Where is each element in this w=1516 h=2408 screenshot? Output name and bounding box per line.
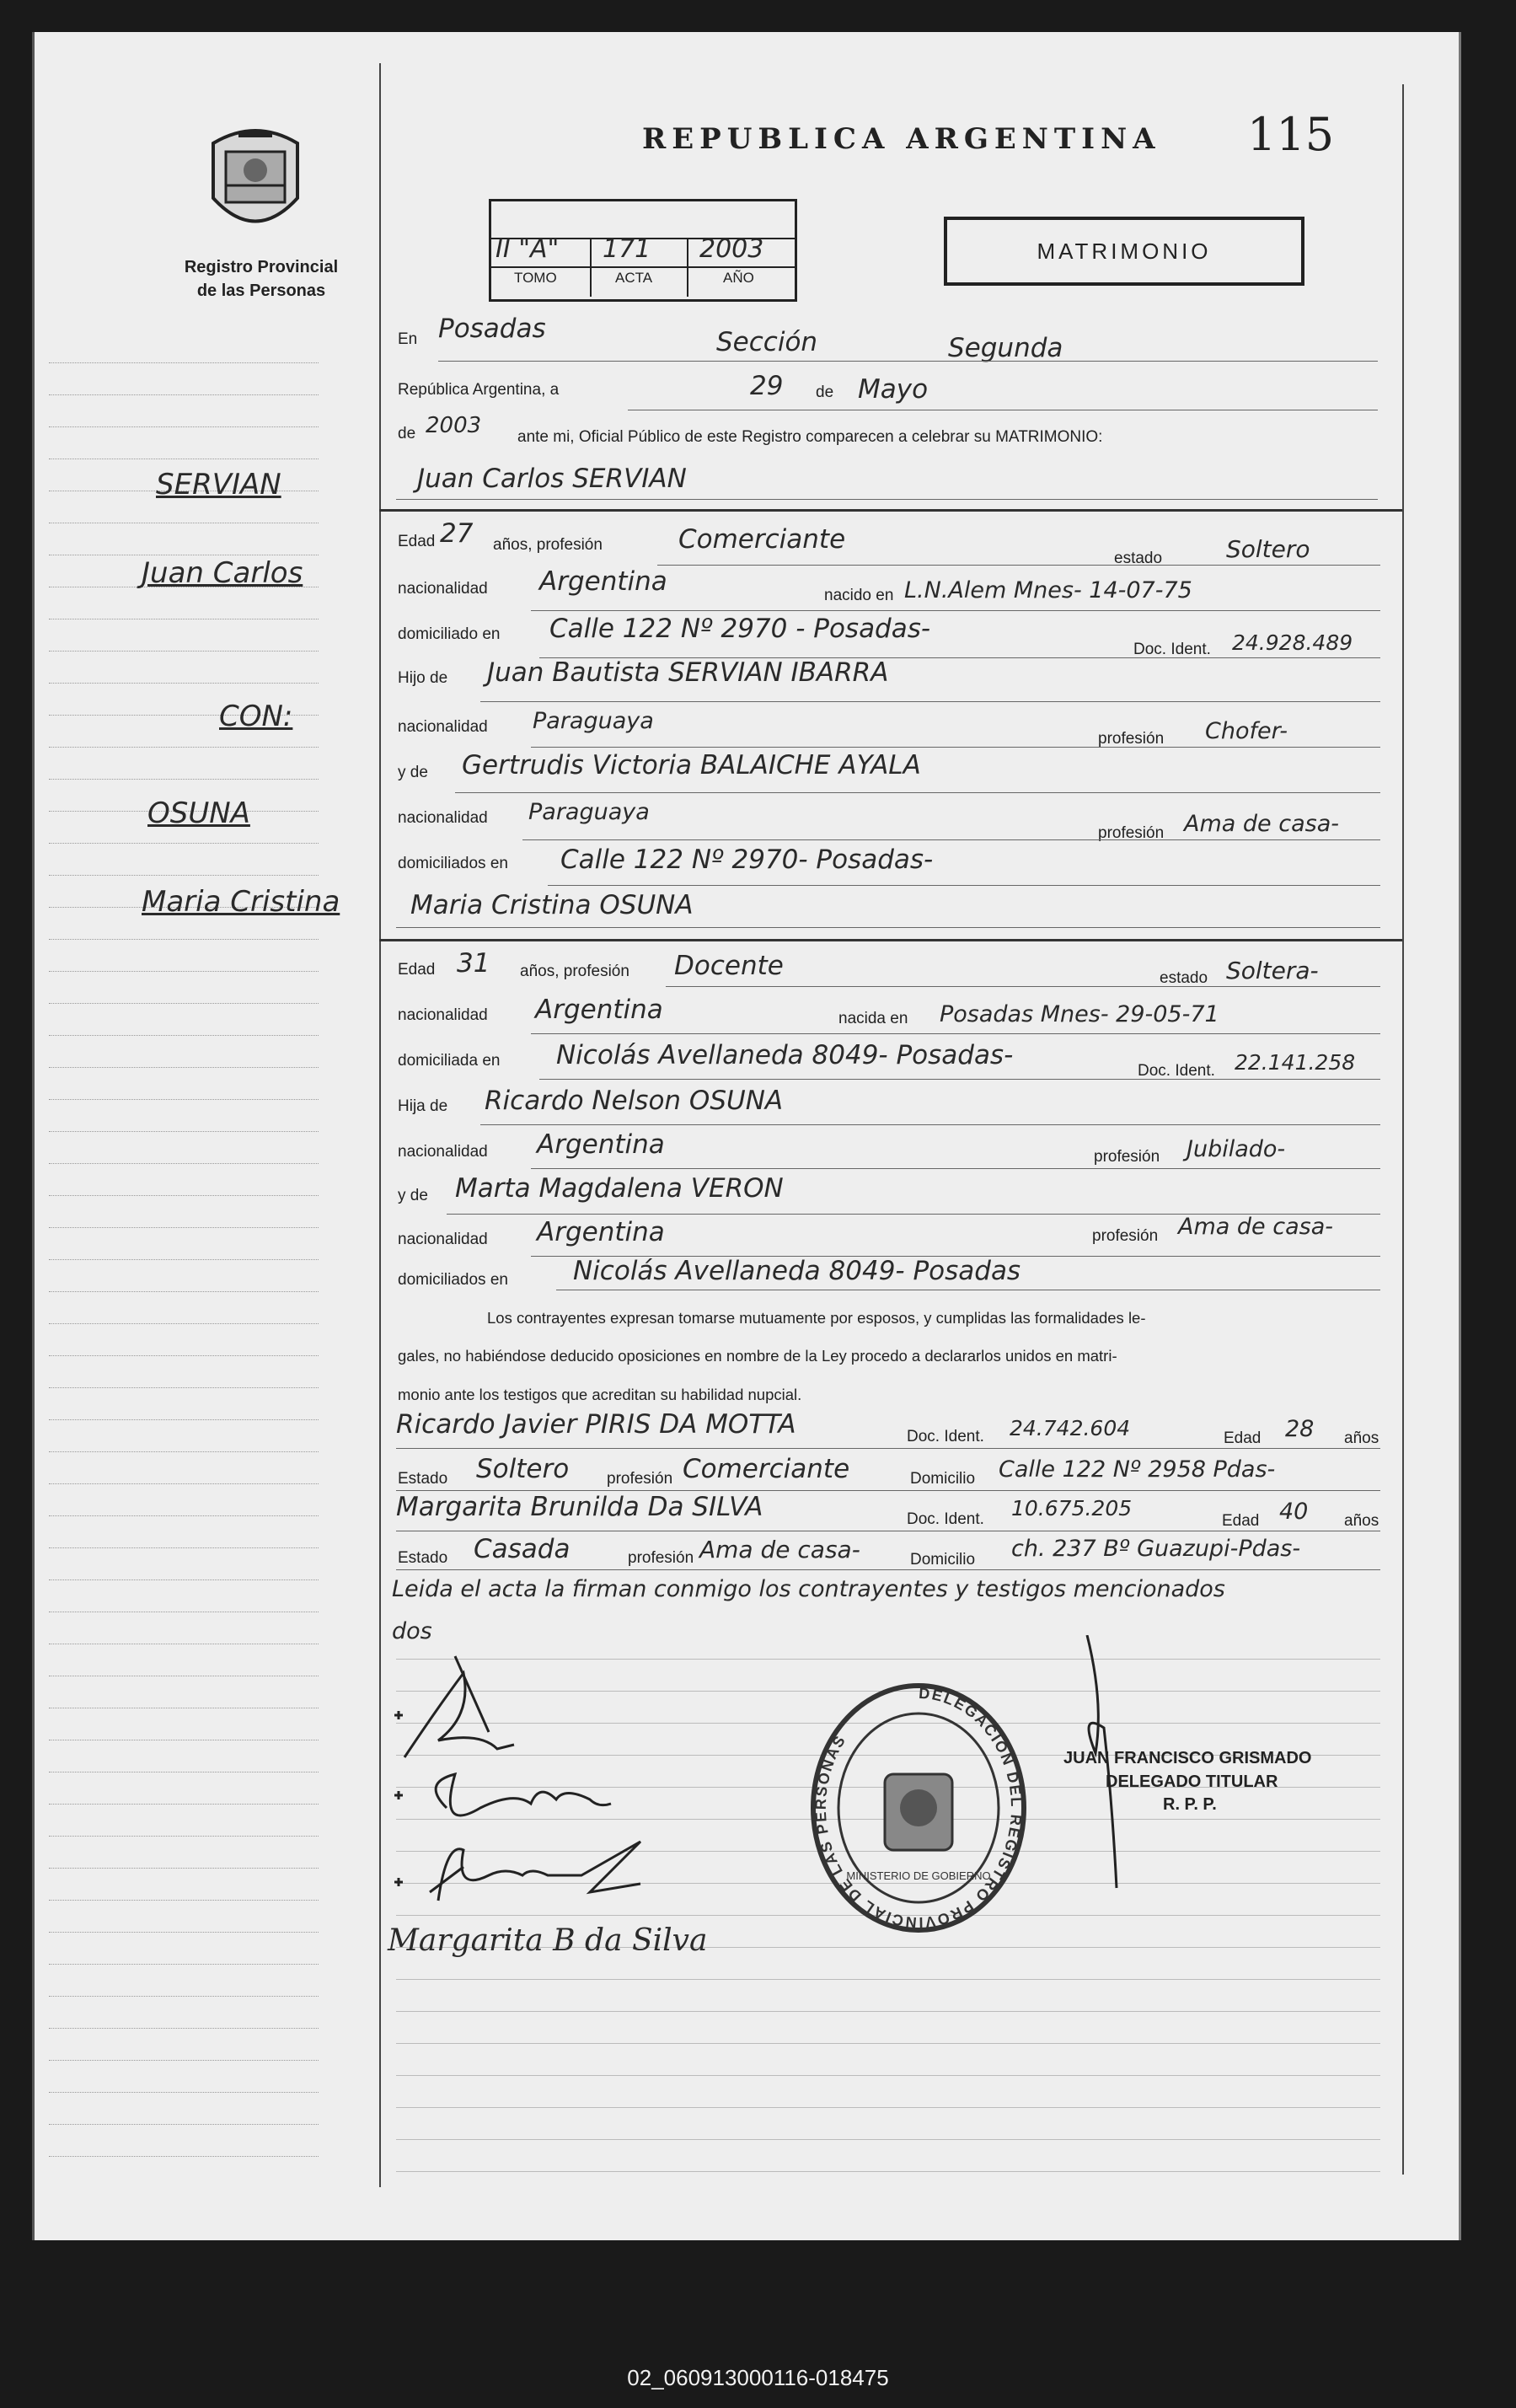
witness1-profession: Comerciante (683, 1454, 850, 1484)
body-rule (396, 2075, 1380, 2076)
ano-value: 2003 (699, 234, 764, 264)
margin-groom-surname: SERVIAN (156, 468, 281, 501)
ante-text: ante mi, Oficial Público de este Registro comparecen a celebrar su MATRIMONIO: (517, 428, 1103, 446)
bride-nationality: Argentina (535, 995, 663, 1025)
registry-name-1: Registro Provincial (184, 258, 339, 276)
bride-parents-address-label: domiciliados en (398, 1271, 508, 1289)
margin-rule (49, 1259, 319, 1260)
margin-rule (49, 1483, 319, 1484)
margin-rule (49, 1195, 319, 1196)
margin-rule (49, 1996, 319, 1997)
year-prefix: de (398, 425, 416, 442)
witness1-age-label: Edad (1224, 1429, 1262, 1447)
witness2-years-label: años (1344, 1512, 1379, 1530)
republic-label: República Argentina, a (398, 381, 560, 399)
closing-line-3: monio ante los testigos que acreditan su habilidad nupcial. (398, 1386, 802, 1403)
closing-line-2: gales, no habiéndose deducido oposiciones en nombre de la Ley procedo a declararlos unidos en matri- (398, 1347, 1117, 1365)
margin-rule (49, 875, 319, 876)
margin-rule (49, 1067, 319, 1068)
witness2-status-label: Estado (398, 1549, 448, 1567)
ano-label: AÑO (723, 270, 754, 286)
svg-text:DELEGACION DEL REGISTRO PROVIN: DELEGACION DEL REGISTRO PROVINCIAL DE LAS PERSONAS (812, 1684, 1026, 1932)
groom-son-of-label: Hijo de (398, 669, 448, 687)
tomo-value: II "A" (496, 234, 560, 264)
bride-address: Nicolás Avellaneda 8049- Posadas- (556, 1040, 1014, 1070)
groom-address: Calle 122 Nº 2970 - Posadas- (549, 614, 931, 644)
margin-rule (49, 683, 319, 684)
groom-mother-nationality: Paraguaya (528, 799, 650, 825)
margin-rule (49, 2156, 319, 2157)
margin-rule (49, 651, 319, 652)
witness1-age: 28 (1285, 1416, 1315, 1442)
margin-rule (49, 1131, 319, 1132)
page-number: 115 (1247, 108, 1335, 161)
svg-text:MINISTERIO DE GOBIERNO: MINISTERIO DE GOBIERNO (846, 1869, 991, 1882)
margin-rule (49, 2028, 319, 2029)
margin-rule (49, 394, 319, 395)
groom-doc: 24.928.489 (1232, 630, 1353, 655)
witness2-address-label: Domicilio (910, 1551, 976, 1569)
bride-age: 31 (457, 948, 490, 979)
month-value: Mayo (858, 374, 929, 405)
groom-status: Soltero (1226, 535, 1310, 563)
groom-mother-prof-label: profesión (1098, 824, 1165, 842)
groom-father-prof-label: profesión (1098, 730, 1165, 748)
body-rule (396, 2107, 1380, 2108)
official-name: JUAN FRANCISCO GRISMADO (1063, 1749, 1312, 1767)
bride-father: Ricardo Nelson OSUNA (485, 1086, 784, 1116)
year-value: 2003 (426, 413, 482, 438)
margin-rule (49, 1163, 319, 1164)
witness2-name: Margarita Brunilda Da SILVA (396, 1492, 763, 1522)
groom-profession: Comerciante (678, 524, 846, 555)
closing-line-1: Los contrayentes expresan tomarse mutuamente por esposos, y cumplidas las formalidades le- (487, 1309, 1146, 1327)
section-value: Segunda (948, 333, 1063, 363)
margin-con: CON: (219, 700, 293, 733)
bride-parents-address: Nicolás Avellaneda 8049- Posadas (573, 1256, 1021, 1286)
groom-name: Juan Carlos SERVIAN (417, 464, 687, 494)
official-title: DELEGADO TITULAR (1106, 1772, 1278, 1791)
margin-rule (49, 1419, 319, 1420)
acta-label: ACTA (615, 270, 653, 286)
en-label: En (398, 330, 418, 348)
groom-prof-label: años, profesión (493, 536, 603, 554)
groom-father-nat-label: nacionalidad (398, 718, 488, 736)
bride-status-label: estado (1160, 969, 1208, 987)
bride-mother-nationality: Argentina (537, 1217, 665, 1247)
witness2-prof-label: profesión (628, 1549, 694, 1567)
groom-born: L.N.Alem Mnes- 14-07-75 (904, 577, 1192, 603)
body-rule (396, 2139, 1380, 2140)
witness1-doc-label: Doc. Ident. (907, 1428, 984, 1445)
bride-father-prof-label: profesión (1094, 1148, 1160, 1166)
groom-mother-profession: Ama de casa- (1184, 811, 1339, 837)
margin-rule (49, 1003, 319, 1004)
witness2-age-label: Edad (1222, 1512, 1260, 1530)
margin-rule (49, 1515, 319, 1516)
margin-rule (49, 1035, 319, 1036)
bride-daughter-of-label: Hija de (398, 1097, 448, 1115)
groom-born-label: nacido en (824, 587, 894, 604)
bride-nat-label: nacionalidad (398, 1006, 488, 1024)
bride-mother-prof-label: profesión (1092, 1227, 1159, 1245)
groom-age-label: Edad (398, 533, 436, 550)
margin-rule (49, 1291, 319, 1292)
margin-rule (49, 1451, 319, 1452)
groom-father: Juan Bautista SERVIAN IBARRA (487, 657, 889, 688)
margin-rule (49, 971, 319, 972)
province-seal-icon (201, 118, 310, 244)
witness2-age: 40 (1279, 1499, 1309, 1525)
witness1-years-label: años (1344, 1429, 1379, 1447)
margin-divider (379, 63, 381, 2187)
groom-address-label: domiciliado en (398, 625, 501, 643)
witness1-name: Ricardo Javier PIRIS DA MOTTA (396, 1409, 796, 1440)
bride-mother-nat-label: nacionalidad (398, 1231, 488, 1248)
bride-doc: 22.141.258 (1235, 1050, 1356, 1075)
bride-born: Posadas Mnes- 29-05-71 (940, 1001, 1219, 1027)
bride-address-label: domiciliada en (398, 1052, 501, 1070)
reading-line-2: dos (392, 1618, 432, 1644)
groom-and-of-label: y de (398, 764, 428, 781)
margin-rule (49, 1387, 319, 1388)
official-signature (1070, 1635, 1146, 1905)
bride-name: Maria Cristina OSUNA (410, 890, 694, 920)
witness2-doc-label: Doc. Ident. (907, 1510, 984, 1528)
official-stamp-icon (801, 1673, 1037, 1943)
witness1-status-label: Estado (398, 1470, 448, 1488)
groom-doc-label: Doc. Ident. (1133, 641, 1211, 658)
body-rule (396, 2171, 1380, 2172)
body-rule (396, 2011, 1380, 2012)
bride-age-label: Edad (398, 961, 436, 979)
groom-nationality: Argentina (539, 566, 667, 597)
bride-prof-label: años, profesión (520, 963, 629, 980)
witness2-doc: 10.675.205 (1011, 1496, 1133, 1520)
bride-father-nat-label: nacionalidad (398, 1143, 488, 1161)
margin-rule (49, 779, 319, 780)
witness1-address-label: Domicilio (910, 1470, 976, 1488)
margin-rule (49, 1547, 319, 1548)
margin-rule (49, 939, 319, 940)
act-type-box: MATRIMONIO (944, 217, 1304, 286)
witness-signature: Margarita B da Silva (388, 1923, 708, 1958)
margin-bride-surname: OSUNA (147, 796, 250, 830)
section-word: Sección (716, 327, 818, 357)
official-org: R. P. P. (1163, 1795, 1217, 1814)
witness2-status: Casada (474, 1534, 571, 1564)
city-value: Posadas (438, 314, 546, 344)
groom-father-nationality: Paraguaya (533, 708, 654, 734)
margin-rule (49, 1099, 319, 1100)
margin-rule (49, 747, 319, 748)
margin-rule (49, 1836, 319, 1837)
groom-mother-nat-label: nacionalidad (398, 809, 488, 827)
acta-value: 171 (603, 234, 651, 264)
groom-parents-address: Calle 122 Nº 2970- Posadas- (560, 845, 934, 875)
bride-father-profession: Jubilado- (1187, 1136, 1286, 1162)
bride-mother: Marta Magdalena VERON (455, 1173, 784, 1204)
bride-mother-profession: Ama de casa- (1178, 1214, 1333, 1240)
reading-line-1: Leida el acta la firman conmigo los contrayentes y testigos mencionados (392, 1576, 1225, 1602)
witness1-address: Calle 122 Nº 2958 Pdas- (999, 1456, 1276, 1483)
witness2-address: ch. 237 Bº Guazupi-Pdas- (1011, 1536, 1301, 1562)
margin-rule (49, 1227, 319, 1228)
de-label: de (816, 383, 834, 401)
witness1-doc: 24.742.604 (1010, 1416, 1131, 1440)
tomo-label: TOMO (514, 270, 557, 286)
witness1-prof-label: profesión (607, 1470, 673, 1488)
document-id: 02_060913000116-018475 (627, 2365, 889, 2390)
groom-status-label: estado (1114, 550, 1163, 567)
margin-rule (49, 2060, 319, 2061)
witness1-status: Soltero (476, 1454, 570, 1484)
groom-father-profession: Chofer- (1205, 718, 1288, 744)
margin-groom-given: Juan Carlos (142, 556, 303, 590)
margin-rule (49, 426, 319, 427)
right-border (1402, 84, 1404, 2175)
margin-rule (49, 362, 319, 363)
margin-rule (49, 2124, 319, 2125)
registry-name-2: de las Personas (196, 282, 326, 300)
body-rule (396, 2043, 1380, 2044)
groom-parents-address-label: domiciliados en (398, 855, 508, 872)
margin-rule (49, 1355, 319, 1356)
margin-rule (49, 1900, 319, 1901)
margin-rule (49, 1868, 319, 1869)
groom-mother: Gertrudis Victoria BALAICHE AYALA (462, 750, 921, 780)
margin-rule (49, 1579, 319, 1580)
margin-rule (49, 1964, 319, 1965)
groom-age: 27 (440, 518, 474, 549)
country-title: REPUBLICA ARGENTINA (642, 122, 1161, 156)
day-value: 29 (750, 371, 784, 401)
margin-bride-given: Maria Cristina (142, 885, 340, 919)
bride-status: Soltera- (1226, 957, 1319, 984)
margin-rule (49, 1804, 319, 1805)
bride-and-of-label: y de (398, 1187, 428, 1204)
groom-nat-label: nacionalidad (398, 580, 488, 598)
bride-born-label: nacida en (838, 1010, 908, 1027)
bride-doc-label: Doc. Ident. (1138, 1062, 1215, 1080)
margin-rule (49, 843, 319, 844)
bride-profession: Docente (674, 951, 784, 981)
margin-rule (49, 2092, 319, 2093)
witness2-profession: Ama de casa- (699, 1536, 860, 1563)
margin-rule (49, 1323, 319, 1324)
bride-father-nationality: Argentina (537, 1129, 665, 1160)
margin-rule (49, 1932, 319, 1933)
